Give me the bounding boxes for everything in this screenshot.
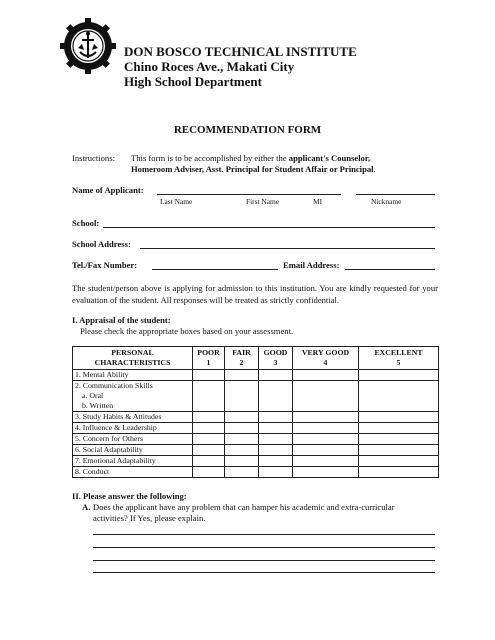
header-excellent: EXCELLENT 5 [359, 347, 439, 370]
tel-label: Tel./Fax Number: [72, 260, 138, 270]
rating-cell[interactable] [359, 434, 439, 445]
rating-cell[interactable] [293, 412, 359, 423]
rating-cell[interactable] [259, 456, 293, 467]
rating-cell[interactable] [225, 412, 259, 423]
rating-cell[interactable] [259, 445, 293, 456]
rating-cell[interactable] [225, 456, 259, 467]
rating-cell[interactable] [293, 445, 359, 456]
row-label-emotional-adaptability: 7. Emotional Adaptability [73, 456, 193, 467]
question-a-label: A. [82, 502, 91, 512]
header-characteristics: PERSONAL CHARACTERISTICS [73, 347, 193, 370]
header-very-good: VERY GOOD 4 [293, 347, 359, 370]
rating-cell[interactable] [193, 456, 225, 467]
rating-cell[interactable] [259, 412, 293, 423]
table-header-row [73, 347, 439, 370]
rating-cell[interactable] [293, 381, 359, 412]
table-row [73, 370, 439, 381]
row-label-mental-ability: 1. Mental Ability [73, 370, 193, 381]
row-label-influence-leadership: 4. Influence & Leadership [73, 423, 193, 434]
instructions-roles-2: Homeroom Adviser, Asst. Principal for Student Affair or Principal [131, 164, 374, 174]
rating-cell[interactable] [193, 412, 225, 423]
rating-cell[interactable] [259, 434, 293, 445]
email-label: Email Address: [283, 260, 340, 270]
rating-cell[interactable] [193, 423, 225, 434]
table-row [73, 423, 439, 434]
rating-cell[interactable] [193, 370, 225, 381]
email-field[interactable] [345, 269, 435, 270]
rating-cell[interactable] [259, 370, 293, 381]
instructions-text: This form is to be accomplished by either the applicant's Counselor, [131, 153, 371, 163]
rating-cell[interactable] [259, 381, 293, 412]
rating-cell[interactable] [225, 381, 259, 412]
header-good: GOOD 3 [259, 347, 293, 370]
institute-address: Chino Roces Ave., Makati City [124, 59, 295, 74]
appraisal-table [72, 346, 439, 478]
row-label-oral: a. Oral [82, 391, 104, 400]
table-row [73, 381, 439, 412]
rating-cell[interactable] [225, 467, 259, 478]
rating-cell[interactable] [293, 456, 359, 467]
row-label-communication-skills [73, 381, 193, 412]
answer-line[interactable] [93, 547, 435, 548]
section1-title: I. Appraisal of the student: [72, 315, 171, 325]
row-label-written: b. Written [82, 401, 114, 410]
rating-cell[interactable] [359, 370, 439, 381]
school-logo [60, 18, 116, 74]
row-label-study-habits: 3. Study Habits & Attitudes [73, 412, 193, 423]
instructions-line2: Homeroom Adviser, Asst. Principal for Student Affair or Principal. [131, 164, 376, 174]
school-label: School: [72, 218, 100, 228]
sub-first-name: First Name [246, 197, 280, 206]
tel-field[interactable] [152, 269, 278, 270]
applicant-nickname-field[interactable] [356, 194, 435, 195]
row-label-communication: 2. Communication Skills [75, 381, 153, 390]
answer-line[interactable] [93, 572, 435, 573]
question-a-line2: activities? If Yes, please explain. [93, 513, 206, 523]
rating-cell[interactable] [359, 467, 439, 478]
row-label-concern-for-others: 5. Concern for Others [73, 434, 193, 445]
school-field[interactable] [103, 227, 435, 228]
instructions-label: Instructions: [72, 153, 115, 163]
form-title: RECOMMENDATION FORM [173, 124, 322, 136]
rating-cell[interactable] [293, 467, 359, 478]
table-row [73, 434, 439, 445]
rating-cell[interactable] [193, 467, 225, 478]
rating-cell[interactable] [293, 370, 359, 381]
table-row [73, 445, 439, 456]
rating-cell[interactable] [225, 434, 259, 445]
rating-cell[interactable] [293, 423, 359, 434]
rating-cell[interactable] [193, 381, 225, 412]
sub-last-name: Last Name [160, 197, 193, 206]
rating-cell[interactable] [193, 434, 225, 445]
sub-nickname: Nickname [371, 197, 402, 206]
rating-cell[interactable] [225, 423, 259, 434]
rating-cell[interactable] [225, 445, 259, 456]
row-label-social-adaptability: 6. Social Adaptability [73, 445, 193, 456]
institute-name: DON BOSCO TECHNICAL INSTITUTE [124, 44, 357, 59]
table-row [73, 456, 439, 467]
rating-cell[interactable] [225, 370, 259, 381]
sub-mi: MI [313, 197, 323, 206]
section2-title: II. Please answer the following: [72, 491, 187, 501]
rating-cell[interactable] [359, 381, 439, 412]
applicant-fullname-field[interactable] [157, 194, 341, 195]
rating-cell[interactable] [293, 434, 359, 445]
table-row [73, 467, 439, 478]
school-address-label: School Address: [72, 239, 131, 249]
applicant-name-label: Name of Applicant: [72, 185, 144, 195]
question-a-line1: Does the applicant have any problem that can hamper his academic and extra-curricular [93, 502, 395, 512]
rating-cell[interactable] [193, 445, 225, 456]
header-fair: FAIR 2 [225, 347, 259, 370]
answer-line[interactable] [93, 560, 435, 561]
rating-cell[interactable] [259, 423, 293, 434]
row-label-conduct: 8. Conduct [73, 467, 193, 478]
instructions-roles-1: applicant's Counselor, [288, 153, 371, 163]
institute-department: High School Department [124, 74, 262, 89]
confidential-statement: The student/person above is applying for admission to this institution. You are kindly requested for your evaluation of the student. All responses will be treated as strictly confidential. [72, 283, 438, 305]
rating-cell[interactable] [359, 456, 439, 467]
answer-line[interactable] [93, 534, 435, 535]
rating-cell[interactable] [259, 467, 293, 478]
rating-cell[interactable] [359, 412, 439, 423]
table-row [73, 412, 439, 423]
rating-cell[interactable] [359, 423, 439, 434]
header-poor: POOR 1 [193, 347, 225, 370]
section1-instruction: Please check the appropriate boxes based on your assessment. [80, 326, 294, 336]
school-address-field[interactable] [140, 248, 435, 249]
rating-cell[interactable] [359, 445, 439, 456]
